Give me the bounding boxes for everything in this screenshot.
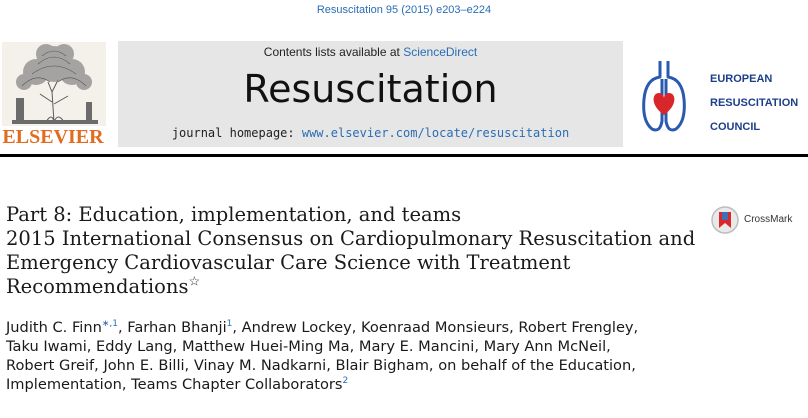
homepage-line bbox=[118, 126, 623, 140]
author-line-4-text: Implementation, Teams Chapter Collaborators bbox=[6, 376, 343, 393]
title-line-3: Emergency Cardiovascular Care Science with Treatment bbox=[6, 251, 571, 274]
erc-line-3: COUNCIL bbox=[710, 121, 761, 133]
homepage-link[interactable]: www.elsevier.com/locate/resuscitation bbox=[301, 126, 570, 140]
title-note-mark[interactable]: ☆ bbox=[188, 274, 201, 290]
author-line-1-rest: , Andrew Lockey, Koenraad Monsieurs, Robert Frengley, bbox=[232, 319, 639, 336]
contents-line bbox=[118, 45, 623, 59]
sciencedirect-link[interactable]: ScienceDirect bbox=[403, 45, 478, 59]
article-title bbox=[6, 203, 696, 299]
erc-line-1: EUROPEAN bbox=[710, 73, 773, 85]
erc-lungs-heart-icon bbox=[640, 55, 688, 135]
title-line-4-text: Recommendations bbox=[6, 275, 189, 298]
publisher-wordmark: ELSEVIER bbox=[2, 126, 104, 148]
author-line-3: Robert Greif, John E. Billi, Vinay M. Nadkarni, Blair Bigham, on behalf of the Education, bbox=[6, 357, 636, 374]
author-first-marks[interactable]: ∗,1 bbox=[101, 319, 118, 330]
crossmark-label: CrossMark bbox=[744, 214, 793, 225]
crossmark-icon bbox=[710, 205, 740, 235]
author-line-1 bbox=[6, 318, 796, 337]
author-line-2: Taku Iwami, Eddy Lang, Matthew Huei-Ming Ma, Mary E. Mancini, Mary Ann McNeil, bbox=[6, 338, 611, 355]
header-divider bbox=[0, 154, 808, 157]
title-line-2: 2015 International Consensus on Cardiopulmonary Resuscitation and bbox=[6, 227, 696, 250]
contents-prefix: Contents lists available at bbox=[263, 45, 404, 59]
journal-masthead bbox=[118, 41, 623, 147]
author-list bbox=[6, 318, 796, 394]
author-line-4 bbox=[6, 375, 796, 394]
erc-line-2: RESUSCITATION bbox=[710, 97, 799, 109]
erc-wordmark bbox=[710, 67, 808, 139]
crossmark-badge[interactable] bbox=[710, 205, 800, 235]
author-second-marks[interactable]: 1 bbox=[226, 319, 233, 330]
journal-title: Resuscitation bbox=[243, 67, 498, 111]
author-line-4-marks[interactable]: 2 bbox=[342, 376, 349, 387]
title-line-1: Part 8: Education, implementation, and teams bbox=[6, 203, 462, 226]
journal-citation: Resuscitation 95 (2015) e203–e224 bbox=[316, 4, 492, 16]
title-line-4 bbox=[6, 275, 696, 299]
author-first: Judith C. Finn bbox=[6, 319, 102, 336]
author-second: , Farhan Bhanji bbox=[117, 319, 227, 336]
homepage-label: journal homepage: bbox=[171, 126, 302, 140]
